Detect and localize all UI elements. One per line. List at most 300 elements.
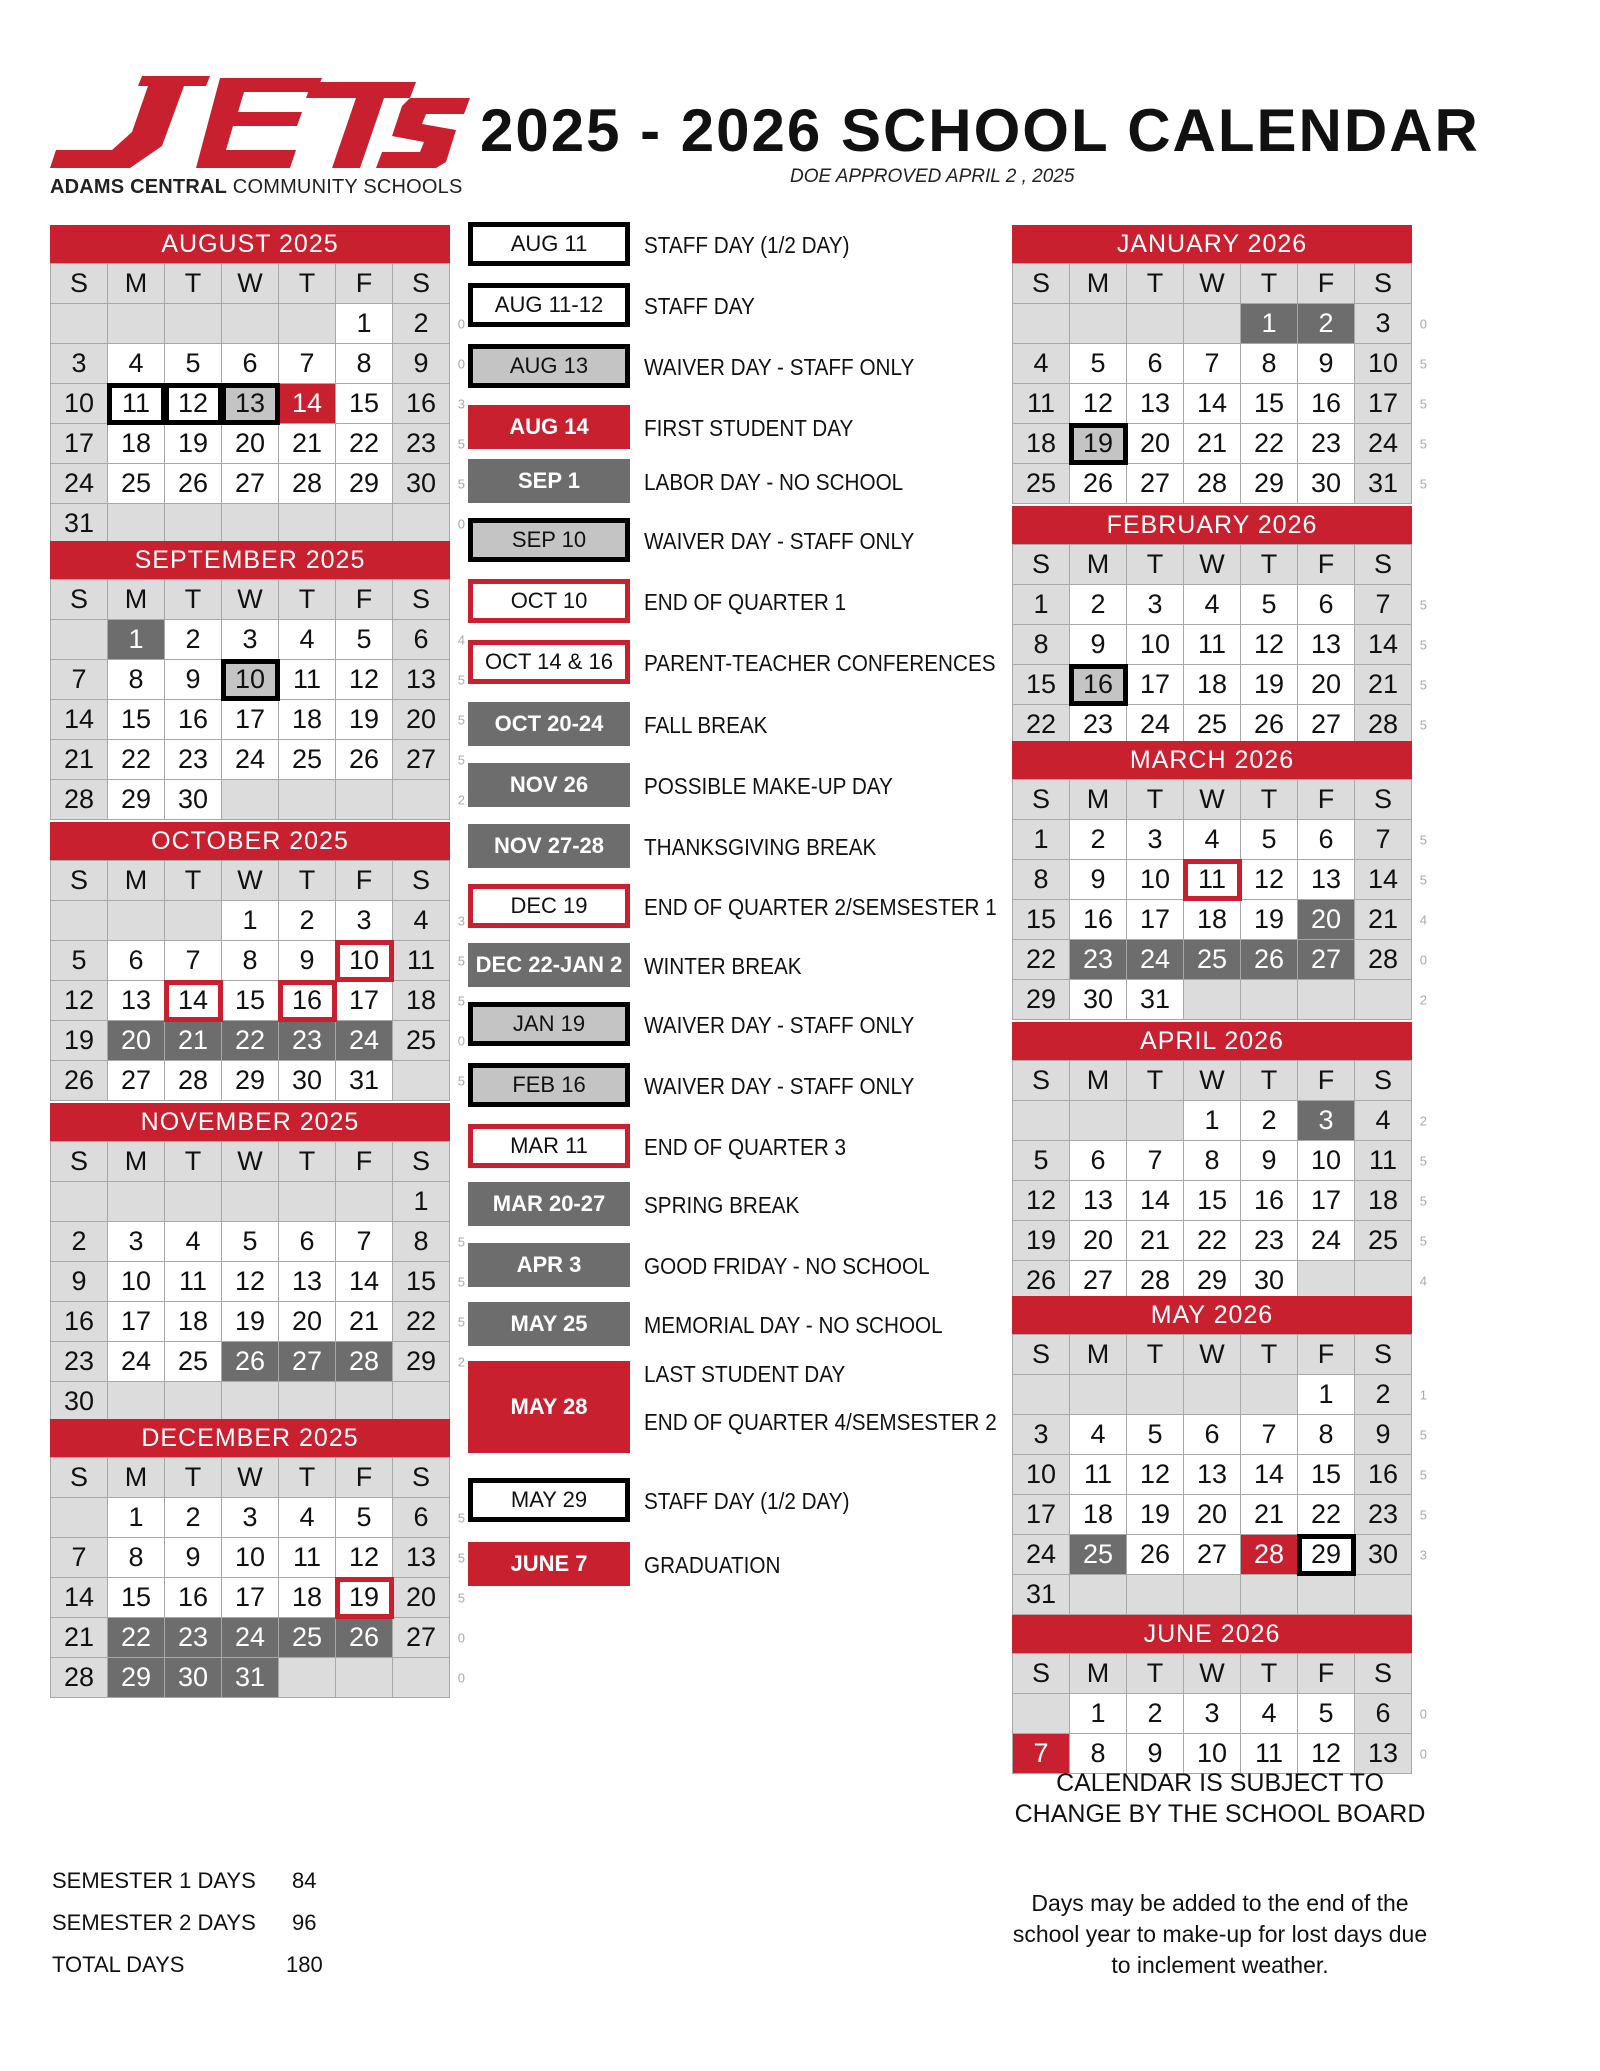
day-cell: 14 xyxy=(51,700,108,740)
day-number: 27 xyxy=(405,744,437,774)
totals-label: TOTAL DAYS xyxy=(52,1952,185,1977)
week-row xyxy=(1013,1221,1412,1261)
key-date-badge: APR 3 xyxy=(468,1243,630,1287)
day-cell: 4 xyxy=(1184,585,1241,625)
weekday-label: F xyxy=(336,264,393,304)
key-description: WAIVER DAY - STAFF ONLY xyxy=(644,1012,915,1038)
day-cell: 18 xyxy=(279,700,336,740)
day-cell: 29 xyxy=(336,464,393,504)
day-cell: 25 xyxy=(165,1342,222,1382)
week-row xyxy=(51,344,450,384)
day-cell: 3 xyxy=(222,620,279,660)
day-cell: 2 xyxy=(279,901,336,941)
day-cell: 17 xyxy=(1127,665,1184,705)
empty-day-cell xyxy=(336,1382,393,1422)
day-cell: 19 xyxy=(222,1302,279,1342)
day-cell: 5 xyxy=(165,344,222,384)
weekday-label: S xyxy=(51,1458,108,1498)
day-cell: 14 xyxy=(1184,384,1241,424)
week-day-count: 3 xyxy=(1419,1547,1427,1562)
day-cell: 17 xyxy=(1013,1495,1070,1535)
school-logo xyxy=(50,76,470,206)
day-number: 23 xyxy=(405,428,437,458)
weekday-header-row xyxy=(1013,1061,1412,1101)
day-cell: 5 xyxy=(51,941,108,981)
empty-day-cell xyxy=(1241,1575,1298,1615)
day-cell: 6 xyxy=(1184,1415,1241,1455)
page-title: 2025 - 2026 SCHOOL CALENDAR xyxy=(480,97,1480,164)
day-cell: 26 xyxy=(336,1618,393,1658)
day-number: 13 xyxy=(1367,1738,1399,1768)
key-date-badge: SEP 10 xyxy=(468,518,630,562)
week-day-count: 5 xyxy=(457,672,465,687)
weekday-label: W xyxy=(222,861,279,901)
jets-logo-graphic xyxy=(50,76,470,172)
week-row xyxy=(51,660,450,700)
day-cell: 15 xyxy=(1241,384,1298,424)
key-description: STAFF DAY (1/2 DAY) xyxy=(644,1488,850,1514)
empty-day-cell xyxy=(222,780,279,820)
logo-subtitle xyxy=(50,176,463,199)
day-cell: 20 xyxy=(1070,1221,1127,1261)
day-cell: 17 xyxy=(222,1578,279,1618)
day-cell: 19 xyxy=(1013,1221,1070,1261)
day-cell: 1 xyxy=(222,901,279,941)
day-cell xyxy=(393,304,465,344)
day-cell xyxy=(393,1342,465,1382)
day-cell: 31 xyxy=(1127,980,1184,1020)
day-number: 27 xyxy=(405,1622,437,1652)
key-description: WAIVER DAY - STAFF ONLY xyxy=(644,354,915,380)
month-october-2025 xyxy=(50,822,465,1101)
weekday-label: T xyxy=(279,264,336,304)
day-cell: 22 xyxy=(336,424,393,464)
weekday-label: T xyxy=(1127,545,1184,585)
week-day-count: 0 xyxy=(1419,1706,1427,1721)
day-cell: 28 xyxy=(279,464,336,504)
week-day-count: 4 xyxy=(1419,1273,1427,1288)
week-row xyxy=(1013,1575,1412,1615)
day-cell: 19 xyxy=(1070,424,1127,464)
week-row xyxy=(51,1498,450,1538)
day-number: 6 xyxy=(413,1502,429,1532)
empty-day-cell xyxy=(1127,1575,1184,1615)
day-cell: 8 xyxy=(1013,625,1070,665)
week-day-count: 5 xyxy=(457,1590,465,1605)
empty-day-cell xyxy=(1184,1375,1241,1415)
day-cell: 10 xyxy=(1298,1141,1355,1181)
day-number: 21 xyxy=(1367,904,1399,934)
empty-day-cell xyxy=(279,1182,336,1222)
day-cell: 22 xyxy=(1184,1221,1241,1261)
day-cell: 23 xyxy=(165,1618,222,1658)
weekday-label: F xyxy=(336,580,393,620)
month-january-2026 xyxy=(1012,225,1427,504)
month-february-2026 xyxy=(1012,506,1427,745)
day-cell xyxy=(393,344,465,384)
week-row xyxy=(51,1021,450,1061)
day-cell: 8 xyxy=(1184,1141,1241,1181)
week-row xyxy=(1013,665,1412,705)
day-cell: 22 xyxy=(1298,1495,1355,1535)
day-cell: 10 xyxy=(222,660,279,700)
day-cell: 30 xyxy=(51,1382,108,1422)
day-cell: 25 xyxy=(108,464,165,504)
weekday-label: S xyxy=(51,264,108,304)
logo-rest-text: COMMUNITY SCHOOLS xyxy=(227,176,463,198)
day-number: 14 xyxy=(1367,629,1399,659)
day-cell: 2 xyxy=(1241,1101,1298,1141)
weekday-label: W xyxy=(1184,1061,1241,1101)
week-day-count: 5 xyxy=(1419,637,1427,652)
key-date-badge: JUNE 7 xyxy=(468,1542,630,1586)
weekday-label: T xyxy=(1241,780,1298,820)
day-cell: 18 xyxy=(1184,665,1241,705)
day-cell xyxy=(1355,665,1427,705)
day-cell: 12 xyxy=(1241,625,1298,665)
day-cell: 6 xyxy=(108,941,165,981)
week-day-count: 5 xyxy=(457,752,465,767)
day-cell: 16 xyxy=(1241,1181,1298,1221)
day-cell: 28 xyxy=(336,1342,393,1382)
day-cell: 22 xyxy=(1241,424,1298,464)
weekday-label: T xyxy=(279,1458,336,1498)
week-day-count: 5 xyxy=(1419,1233,1427,1248)
day-cell: 15 xyxy=(108,1578,165,1618)
day-cell: 25 xyxy=(279,740,336,780)
weekday-header-row xyxy=(51,1142,450,1182)
week-day-count: 0 xyxy=(457,1630,465,1645)
month-grid xyxy=(50,860,465,1101)
day-cell: 13 xyxy=(108,981,165,1021)
day-cell: 5 xyxy=(336,1498,393,1538)
weekday-label: M xyxy=(108,1142,165,1182)
day-cell: 16 xyxy=(279,981,336,1021)
day-cell xyxy=(1355,1495,1427,1535)
day-cell: 24 xyxy=(1127,940,1184,980)
weekday-label: F xyxy=(336,1458,393,1498)
weekday-header-row xyxy=(1013,1335,1412,1375)
week-day-count: 2 xyxy=(1419,992,1427,1007)
week-day-count: 4 xyxy=(457,632,465,647)
day-cell: 1 xyxy=(1184,1101,1241,1141)
day-cell: 8 xyxy=(108,1538,165,1578)
day-cell: 11 xyxy=(1070,1455,1127,1495)
day-cell: 24 xyxy=(108,1342,165,1382)
day-cell xyxy=(393,620,465,660)
day-cell: 26 xyxy=(51,1061,108,1101)
key-date-badge: MAY 25 xyxy=(468,1302,630,1346)
day-cell xyxy=(393,1618,465,1658)
weekday-label: T xyxy=(1127,780,1184,820)
day-cell: 28 xyxy=(1127,1261,1184,1301)
day-cell: 31 xyxy=(1013,1575,1070,1615)
weekday-label: T xyxy=(1241,545,1298,585)
key-description: SPRING BREAK xyxy=(644,1192,800,1218)
day-number: 25 xyxy=(405,1025,437,1055)
week-row xyxy=(51,304,450,344)
week-day-count: 5 xyxy=(457,1274,465,1289)
day-cell: 24 xyxy=(1298,1221,1355,1261)
week-row xyxy=(51,1382,450,1422)
week-row xyxy=(51,1538,450,1578)
weekday-label: T xyxy=(1241,1061,1298,1101)
week-row xyxy=(51,1342,450,1382)
weekday-label: W xyxy=(1184,780,1241,820)
day-cell: 20 xyxy=(1184,1495,1241,1535)
day-cell: 13 xyxy=(279,1262,336,1302)
empty-day-cell xyxy=(1298,1261,1355,1301)
month-grid xyxy=(1012,263,1427,504)
day-cell: 3 xyxy=(222,1498,279,1538)
day-cell: 2 xyxy=(1070,585,1127,625)
totals-label: SEMESTER 1 DAYS xyxy=(52,1868,256,1893)
day-cell: 5 xyxy=(1241,585,1298,625)
day-cell xyxy=(1355,940,1427,980)
weekday-label: S xyxy=(1355,1061,1412,1101)
day-cell xyxy=(1355,384,1427,424)
day-cell: 27 xyxy=(1298,940,1355,980)
day-number: 20 xyxy=(405,704,437,734)
day-number: 18 xyxy=(1367,1185,1399,1215)
weekday-label: S xyxy=(393,264,450,304)
day-cell: 7 xyxy=(279,344,336,384)
empty-day-cell xyxy=(1013,1375,1070,1415)
day-cell: 4 xyxy=(279,620,336,660)
week-day-count: 5 xyxy=(1419,396,1427,411)
week-row xyxy=(1013,1535,1412,1575)
week-row xyxy=(1013,705,1412,745)
weekday-label: S xyxy=(1355,264,1412,304)
day-cell xyxy=(393,384,465,424)
empty-day-cell xyxy=(1355,1261,1427,1301)
day-cell: 12 xyxy=(1298,1734,1355,1774)
empty-day-cell xyxy=(108,1382,165,1422)
month-grid xyxy=(50,579,465,820)
week-row xyxy=(51,901,450,941)
month-header: NOVEMBER 2025 xyxy=(50,1103,450,1141)
day-cell: 12 xyxy=(1241,860,1298,900)
weekday-label: T xyxy=(165,1458,222,1498)
day-cell: 19 xyxy=(51,1021,108,1061)
totals-value: 84 xyxy=(292,1868,317,1893)
week-row xyxy=(51,1222,450,1262)
day-cell: 11 xyxy=(279,1538,336,1578)
empty-day-cell xyxy=(51,1498,108,1538)
week-day-count: 5 xyxy=(457,1073,465,1088)
weekday-label: M xyxy=(1070,1061,1127,1101)
day-number: 20 xyxy=(405,1582,437,1612)
day-cell: 12 xyxy=(165,384,222,424)
weekday-label: S xyxy=(51,580,108,620)
totals-value: 96 xyxy=(292,1910,317,1935)
day-cell xyxy=(393,1538,465,1578)
empty-day-cell xyxy=(108,901,165,941)
day-number: 15 xyxy=(405,1266,437,1296)
month-grid xyxy=(1012,1334,1427,1615)
day-cell: 9 xyxy=(165,1538,222,1578)
weekday-label: T xyxy=(1241,1654,1298,1694)
week-day-count: 5 xyxy=(457,1314,465,1329)
key-description: LABOR DAY - NO SCHOOL xyxy=(644,469,904,495)
day-cell: 25 xyxy=(1070,1535,1127,1575)
week-row xyxy=(1013,900,1412,940)
key-date-badge: MAY 28 xyxy=(468,1361,630,1453)
week-day-count: 5 xyxy=(457,712,465,727)
weekday-label: S xyxy=(1355,1335,1412,1375)
day-cell: 27 xyxy=(222,464,279,504)
day-cell: 1 xyxy=(108,620,165,660)
day-cell: 5 xyxy=(1013,1141,1070,1181)
key-date-badge: AUG 13 xyxy=(468,344,630,388)
week-row xyxy=(51,504,450,544)
day-cell: 22 xyxy=(1013,705,1070,745)
week-day-count: 5 xyxy=(1419,872,1427,887)
day-cell: 9 xyxy=(1070,625,1127,665)
day-number: 3 xyxy=(1375,308,1391,338)
day-cell: 19 xyxy=(1127,1495,1184,1535)
week-row xyxy=(51,384,450,424)
empty-day-cell xyxy=(1127,1375,1184,1415)
day-cell xyxy=(393,1578,465,1618)
day-cell: 15 xyxy=(1184,1181,1241,1221)
day-number: 25 xyxy=(1367,1225,1399,1255)
month-december-2025 xyxy=(50,1419,465,1698)
day-cell: 29 xyxy=(1241,464,1298,504)
key-description: END OF QUARTER 2/SEMSESTER 1 xyxy=(644,894,997,920)
day-cell: 26 xyxy=(165,464,222,504)
day-cell: 9 xyxy=(165,660,222,700)
weekday-label: T xyxy=(279,580,336,620)
day-cell: 12 xyxy=(336,660,393,700)
day-cell: 6 xyxy=(279,1222,336,1262)
day-cell: 13 xyxy=(1127,384,1184,424)
day-cell: 22 xyxy=(1013,940,1070,980)
key-description: WAIVER DAY - STAFF ONLY xyxy=(644,528,915,554)
day-cell: 15 xyxy=(1013,900,1070,940)
week-row xyxy=(51,1578,450,1618)
day-cell: 4 xyxy=(1184,820,1241,860)
day-cell: 14 xyxy=(165,981,222,1021)
day-cell: 7 xyxy=(165,941,222,981)
day-cell: 14 xyxy=(51,1578,108,1618)
day-cell: 10 xyxy=(336,941,393,981)
week-row xyxy=(1013,424,1412,464)
day-cell xyxy=(393,1222,465,1262)
day-cell: 1 xyxy=(336,304,393,344)
weekday-header-row xyxy=(1013,264,1412,304)
day-cell: 7 xyxy=(1184,344,1241,384)
day-number: 16 xyxy=(1367,1459,1399,1489)
week-day-count: 3 xyxy=(457,913,465,928)
month-header: OCTOBER 2025 xyxy=(50,822,450,860)
day-cell xyxy=(393,700,465,740)
day-cell: 21 xyxy=(51,1618,108,1658)
week-row xyxy=(1013,1181,1412,1221)
week-row xyxy=(51,1061,450,1101)
empty-day-cell xyxy=(279,504,336,544)
day-cell xyxy=(1355,585,1427,625)
month-grid xyxy=(1012,1653,1427,1774)
empty-day-cell xyxy=(393,1658,465,1698)
day-cell xyxy=(1355,625,1427,665)
day-cell: 13 xyxy=(1298,860,1355,900)
day-number: 8 xyxy=(413,1226,429,1256)
week-day-count: 0 xyxy=(457,316,465,331)
weekday-label: S xyxy=(393,861,450,901)
day-cell: 21 xyxy=(1184,424,1241,464)
day-cell: 18 xyxy=(108,424,165,464)
day-cell: 4 xyxy=(165,1222,222,1262)
day-cell: 1 xyxy=(1013,820,1070,860)
empty-day-cell xyxy=(1070,1101,1127,1141)
key-description: WAIVER DAY - STAFF ONLY xyxy=(644,1073,915,1099)
weekday-label: T xyxy=(1127,264,1184,304)
day-cell: 29 xyxy=(222,1061,279,1101)
day-cell: 3 xyxy=(108,1222,165,1262)
day-cell: 19 xyxy=(1241,665,1298,705)
month-header: FEBRUARY 2026 xyxy=(1012,506,1412,544)
day-cell: 12 xyxy=(1127,1455,1184,1495)
day-cell xyxy=(1355,1221,1427,1261)
empty-day-cell xyxy=(108,304,165,344)
day-cell: 1 xyxy=(1013,585,1070,625)
day-cell: 5 xyxy=(1241,820,1298,860)
week-day-count: 5 xyxy=(1419,1427,1427,1442)
day-cell: 7 xyxy=(336,1222,393,1262)
day-cell: 28 xyxy=(51,1658,108,1698)
day-cell: 13 xyxy=(222,384,279,424)
day-cell: 2 xyxy=(1070,820,1127,860)
week-row xyxy=(51,1302,450,1342)
week-row xyxy=(1013,1141,1412,1181)
week-row xyxy=(1013,860,1412,900)
month-april-2026 xyxy=(1012,1022,1427,1301)
month-header: MAY 2026 xyxy=(1012,1296,1412,1334)
day-cell xyxy=(1355,1101,1427,1141)
day-cell: 21 xyxy=(165,1021,222,1061)
day-cell: 19 xyxy=(1241,900,1298,940)
week-day-count: 0 xyxy=(457,516,465,531)
day-cell: 29 xyxy=(108,780,165,820)
weekday-label: T xyxy=(279,861,336,901)
month-march-2026 xyxy=(1012,741,1427,1020)
day-cell: 20 xyxy=(108,1021,165,1061)
day-cell: 8 xyxy=(1241,344,1298,384)
weekday-header-row xyxy=(51,264,450,304)
month-june-2026 xyxy=(1012,1615,1427,1774)
day-cell: 17 xyxy=(336,981,393,1021)
week-row xyxy=(1013,820,1412,860)
day-cell: 26 xyxy=(1070,464,1127,504)
weekday-label: S xyxy=(1013,264,1070,304)
empty-day-cell xyxy=(51,620,108,660)
empty-day-cell xyxy=(165,901,222,941)
day-number: 30 xyxy=(1367,1539,1399,1569)
weekday-label: S xyxy=(1355,545,1412,585)
empty-day-cell xyxy=(1241,980,1298,1020)
day-cell xyxy=(1355,1535,1427,1575)
makeup-days-notice: Days may be added to the end of the school year to make-up for lost days due to inclement weather. xyxy=(1012,1890,1428,1978)
weekday-header-row xyxy=(51,1458,450,1498)
day-cell: 25 xyxy=(279,1618,336,1658)
day-number: 2 xyxy=(413,308,429,338)
month-header: JANUARY 2026 xyxy=(1012,225,1412,263)
day-number: 6 xyxy=(1375,1698,1391,1728)
day-cell: 15 xyxy=(1298,1455,1355,1495)
day-number: 9 xyxy=(413,348,429,378)
month-september-2025 xyxy=(50,541,465,820)
